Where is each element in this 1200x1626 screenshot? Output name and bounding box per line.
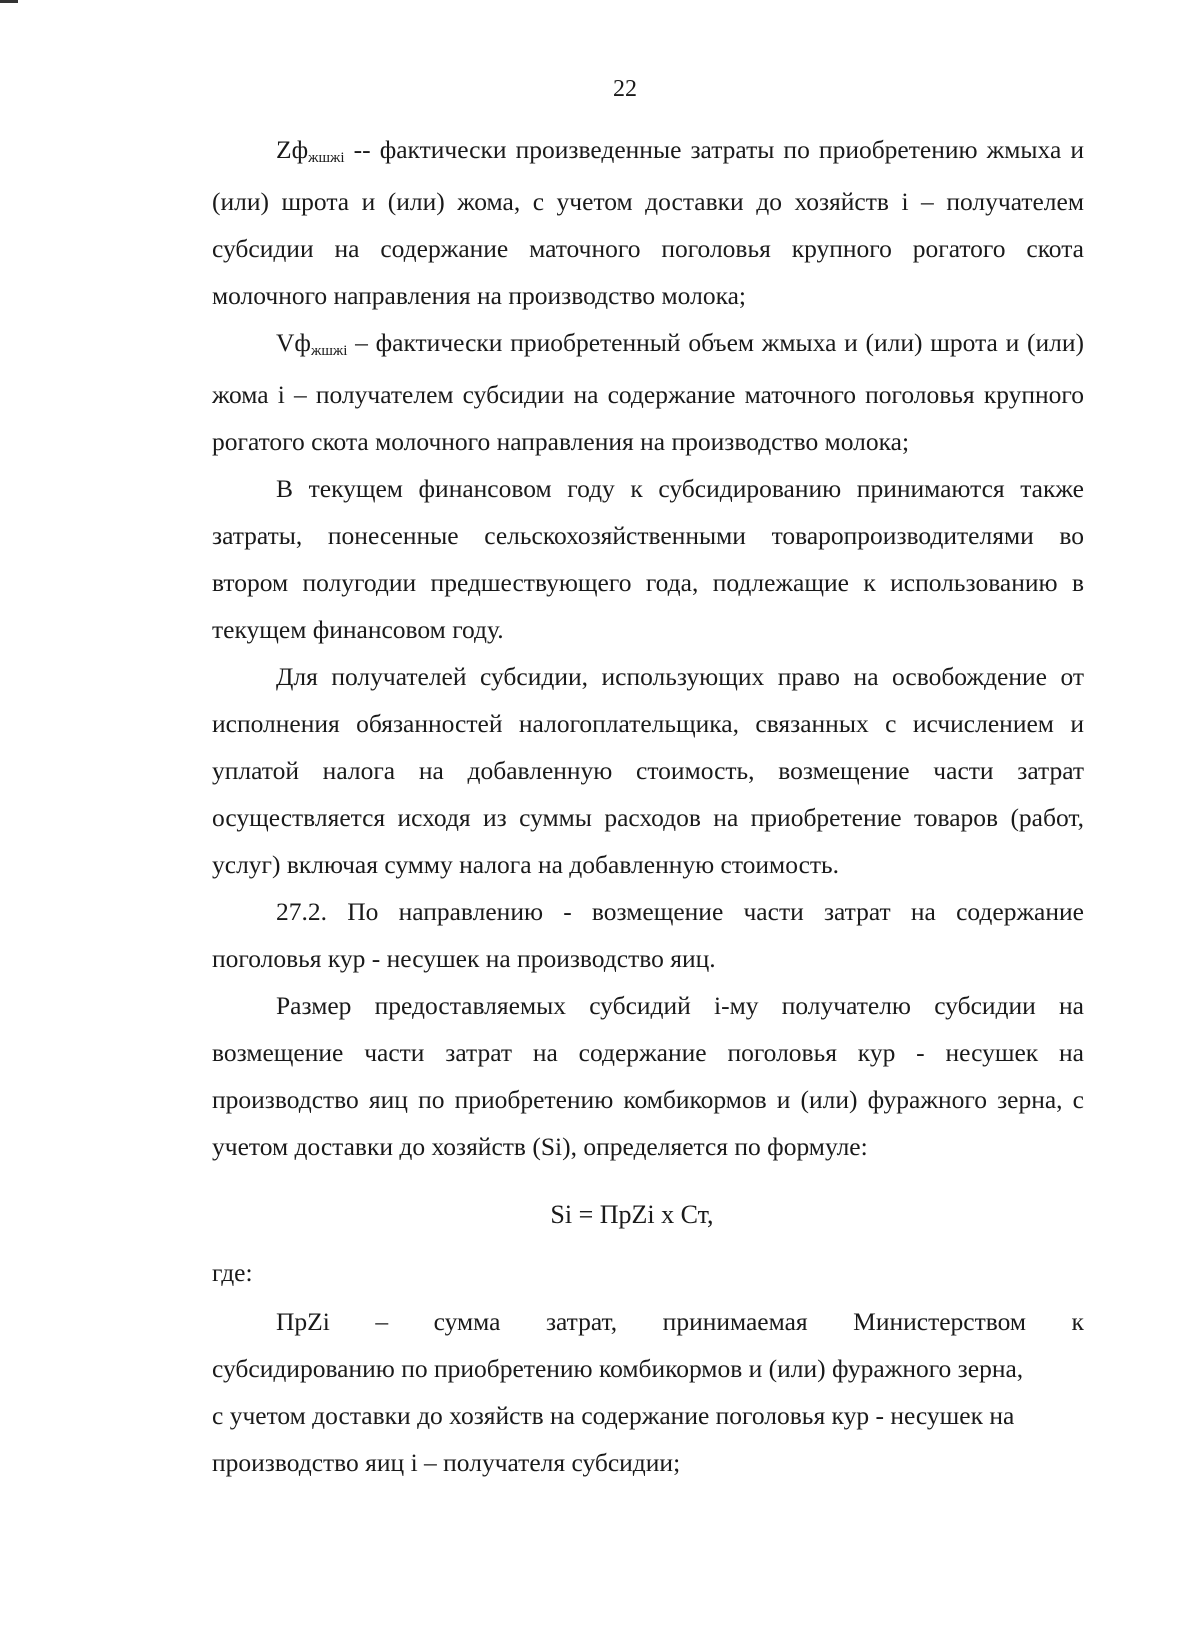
- paragraph-vf: [212, 319, 1084, 465]
- paragraph-zf: [212, 126, 1084, 319]
- paragraph-section-27-2: 27.2. По направлению - возмещение части затрат на содержание поголовья кур - несушек на производство яиц.: [212, 897, 1084, 973]
- symbol-zf-subscript: жшжi: [308, 150, 345, 166]
- definition-continuation: [212, 1345, 1084, 1486]
- symbol-zf: Zф: [276, 135, 309, 164]
- definition-word: к: [1071, 1307, 1084, 1336]
- symbol-vf-subscript: жшжi: [310, 343, 348, 359]
- paragraph-vat-exemption: Для получателей субсидии, использующих право на освобождение от исполнения обязанностей налогоплательщика, связанных с исчислением и уплатой налога на добавленную стоимость, возмещение части затрат осуществляется исходя из суммы расходов на приобретение товаров (работ, услуг) включая сумму налога на добавленную стоимость.: [212, 662, 1084, 879]
- definition-line: производство яиц i – получателя субсидии;: [212, 1448, 681, 1477]
- body-text: [212, 126, 1084, 1170]
- definition-line: с учетом доставки до хозяйств на содержание поголовья кур - несушек на: [212, 1401, 1015, 1430]
- paragraph-vf-text: – фактически приобретенный объем жмыха и (или) шрота и (или) жома i – получателем субсидии на содержание маточного поголовья крупного рогатого скота молочного направления на производство молока;: [212, 328, 1084, 456]
- definition-word: принимаемая: [662, 1307, 808, 1336]
- page-number: 22: [613, 76, 637, 102]
- definition-word: –: [375, 1307, 389, 1336]
- symbol-vf: Vф: [276, 328, 311, 357]
- definition-line: субсидированию по приобретению комбикормов и (или) фуражного зерна,: [212, 1354, 1024, 1383]
- paragraph-current-year: В текущем финансовом году к субсидированию принимаются также затраты, понесенные сельскохозяйственными товаропроизводителями во втором полугодии предшествующего года, подлежащие к использованию в текущем финансовом году.: [212, 474, 1084, 644]
- paragraph-zf-text: -- фактически произведенные затраты по приобретению жмыха и (или) шрота и (или) жома, с учетом доставки до хозяйств i – получателем субсидии на содержание маточного поголовья крупного рогатого скота молочного направления на производство молока;: [212, 135, 1084, 310]
- definition-word: ПрZi: [276, 1307, 330, 1336]
- definition-word: Министерством: [853, 1307, 1027, 1336]
- where-label: где:: [212, 1258, 253, 1287]
- formula: Si = ПрZi х Ст,: [550, 1200, 714, 1229]
- definition-przi: [212, 1298, 1084, 1486]
- definition-word: затрат,: [545, 1307, 618, 1336]
- paragraph-subsidy-size: Размер предоставляемых субсидий i-му получателю субсидии на возмещение части затрат на содержание поголовья кур - несушек на производство яиц по приобретению комбикормов и (или) фуражного зерна, с учетом доставки до хозяйств (Si), определяется по формуле:: [212, 991, 1084, 1161]
- scan-edge-mark: [0, 0, 18, 3]
- definition-first-line: [212, 1298, 1084, 1345]
- definition-word: сумма: [433, 1307, 501, 1336]
